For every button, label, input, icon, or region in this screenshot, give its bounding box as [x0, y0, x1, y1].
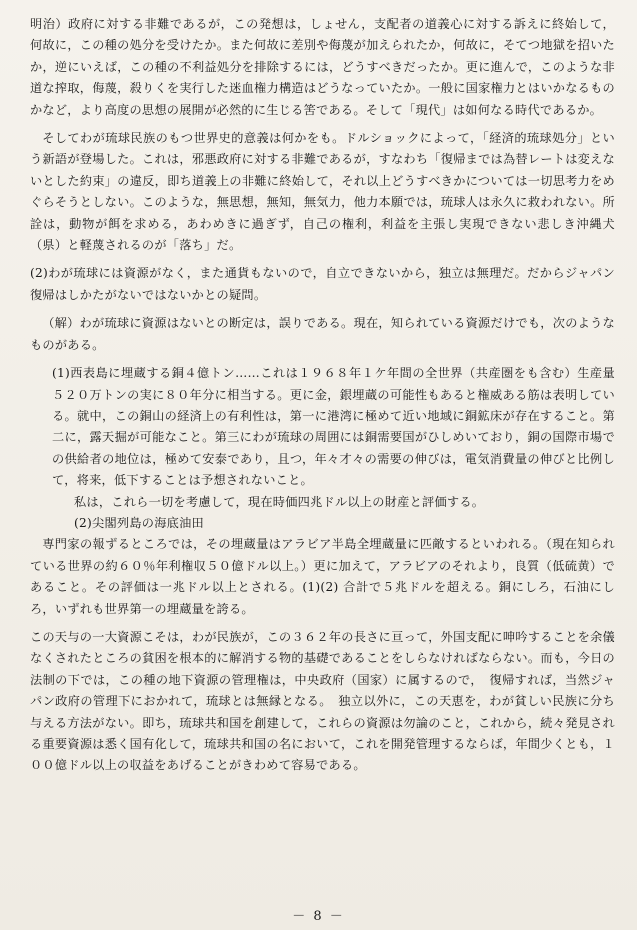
paragraph-answer-intro: （解）わが琉球に資源はないとの断定は，誤りである。現在，知られている資源だけでも，次のようなものがある。 [30, 316, 615, 352]
paragraph-valuation: 私は，これら一切を考慮して，現在時価四兆ドル以上の財産と評価する。 [74, 494, 485, 509]
paragraph-iriomote-copper: (1)西表島に埋蔵する銅４億トン……これは１９６８年１ケ年間の全世界（共産圏をも含む）生産量５２０万トンの実に８０年分に相当する。更に金，銀埋蔵の可能性もあると権威ある筋は表明している。就中，この銅山の経済上の有利性は，第一に港湾に極めて近い地域に銅鉱床が存在すること。第二に，露天掘が可能なこと。第三にわが琉球の周囲には銅需要国がひしめいており，銅の国際市場での供給者の地位は，極めて安泰であり，且つ，年々才々の需要の伸びは，電気消費量の伸びと比例して，将来，低下することは予想されないこと。 [52, 366, 615, 488]
paragraph-oil-reserves: 専門家の報ずるところでは，その埋蔵量はアラビア半島全埋蔵量に匹敵するといわれる。（現在知られている世界の約６０％年利権収５０億ドル以上。）更に加えて，アラビアのそれより，良質（低硫黄）であること。その評価は一兆ドル以上とされる。(1)(2) 合計で５兆ドルを超える。銅にしろ，石油にしろ，いずれも世界第一の埋蔵量を誇る。 [30, 537, 615, 616]
paragraph-question-2-resources: (2)わが琉球には資源がなく，また通貨もないので，自立できないから，独立は無理だ。だからジャパン復帰はしかたがないではないかとの疑問。 [30, 266, 615, 302]
heading-senkaku-oil: (2)尖閣列島の海底油田 [74, 515, 204, 530]
page-number: － 8 － [292, 909, 345, 924]
paragraph-meiji-critique: 明治）政府に対する非難であるが，この発想は，しょせん，支配者の道義心に対する訴えに終始して，何故に，この種の処分を受けたか。また何故に差別や侮蔑が加えられたか，何故に，そてつ地獄を招いたか，逆にいえば，この種の不利益処分を排除するには，どうすべきだったか。更に進んで，このような非道な搾取，侮蔑，殺りくを実行した迷血権力構造はどうなっていたか。一般に国家権力とはいかなるものかなど，より高度の思想の展開が必然的に生じる筈である。そして「現代」は如何なる時代であるか。 [30, 17, 615, 117]
paragraph-world-historical-significance: そしてわが琉球民族のもつ世界史的意義は何かをも。ドルショックによって，「経済的琉球処分」という新語が登場した。これは，邪悪政府に対する非難であるが，すなわち「復帰までは為替レートは変えないとした約束」の違反，即ち道義上の非難に終始して，それ以上どうすべきかについては一切思考力をめぐらそうとしない。このような，無思想，無知，無気力，他力本願では，琉球人は永久に救われない。所詮は，動物が餌を求める，あわめきに過ぎず，自己の権利，利益を主張し実現できない悲しき沖縄犬（県）と軽蔑されるのが「落ち」だ。 [30, 131, 615, 253]
paragraph-conclusion: この天与の一大資源こそは，わが民族が，この３６２年の長さに亘って，外国支配に呻吟することを余儀なくされたところの貧困を根本的に解消する物的基礎であることをしらなければならない。而も，今日の法制の下では，この種の地下資源の管理権は，中央政府（国家）に属するので， 復帰すれば，当然ジャパン政府の管理下におかれて，琉球とは無縁となる。 独立以外に，この天恵を，わが貧しい民族に分ち与える方法がない。即ち，琉球共和国を創建して，これらの資源は勿論のこと，これから，続々発見される重要資源は悉く国有化して，琉球共和国の名において，これを開発管理するならば，年間少くとも，１００億ドル以上の収益をあげることがきわめて容易である。 [30, 629, 615, 773]
